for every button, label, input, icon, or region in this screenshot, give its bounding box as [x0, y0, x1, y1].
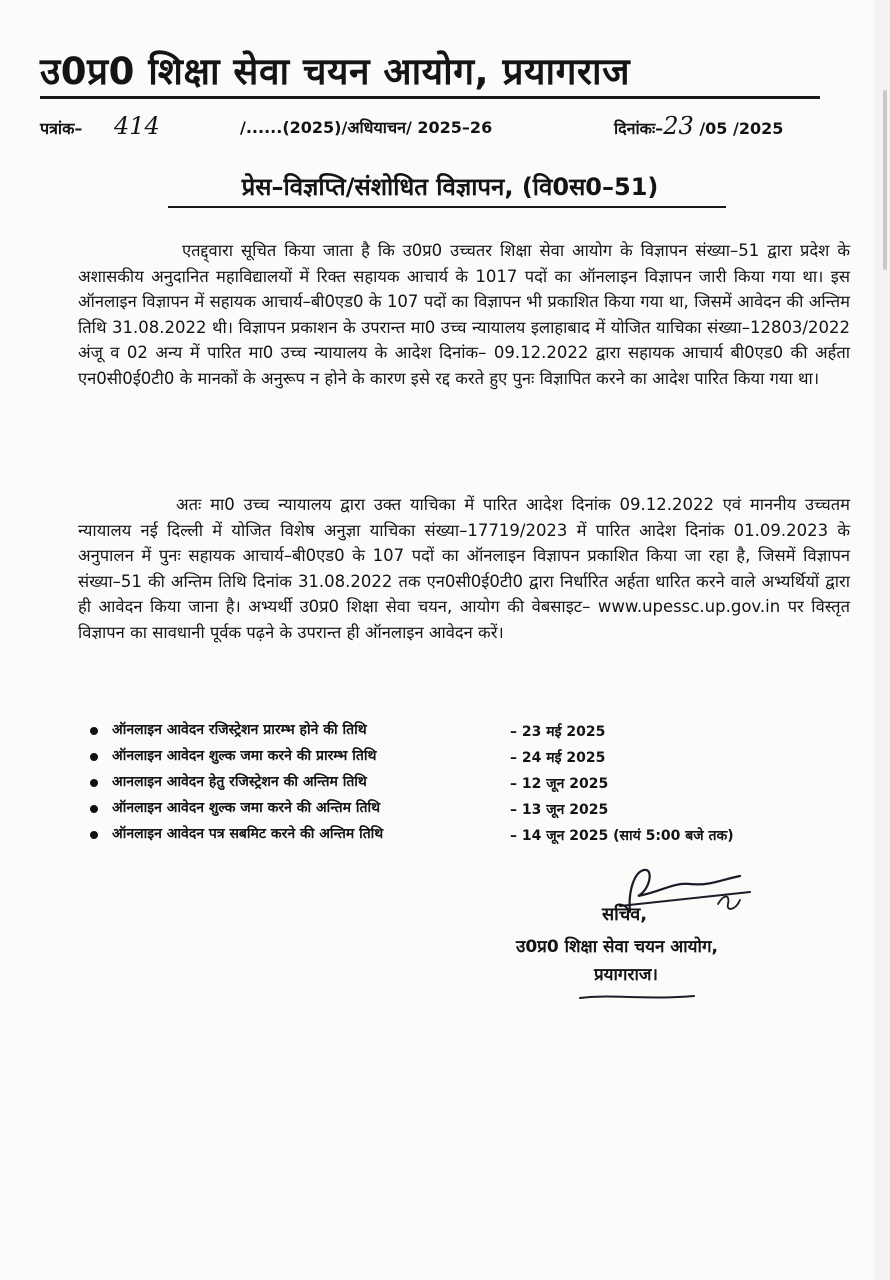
date-item-value: – 23 मई 2025: [510, 724, 606, 740]
title-underline: [40, 96, 820, 99]
date-item-value: – 14 जून 2025 (सायं 5:00 बजे तक): [510, 828, 734, 844]
list-item: [90, 798, 810, 824]
date-item-value: – 13 जून 2025: [510, 802, 609, 818]
signatory-city: प्रयागराज।: [594, 965, 658, 985]
ref-number-handwritten: 414: [113, 112, 160, 140]
reference-line: [40, 112, 850, 142]
date-day-handwritten: 23: [663, 112, 694, 140]
bullet-icon: [90, 727, 98, 735]
signatory-title: सचिव,: [602, 904, 648, 925]
press-release-heading: प्रेस–विज्ञप्ति/संशोधित विज्ञापन, (वि0स0–51): [241, 173, 659, 201]
scrollbar-thumb[interactable]: [883, 90, 887, 270]
signature-block: [516, 862, 800, 1012]
bullet-icon: [90, 753, 98, 761]
ref-number-group: [40, 112, 160, 140]
document-title: उ0प्र0 शिक्षा सेवा चयन आयोग, प्रयागराज: [40, 50, 631, 93]
bullet-icon: [90, 831, 98, 839]
city-underline-stroke: [578, 990, 698, 1004]
date-item-label: ऑनलाइन आवेदन रजिस्ट्रेशन प्रारम्भ होने की तिथि: [112, 722, 367, 738]
bullet-icon: [90, 779, 98, 787]
date-rest: /05 /2025: [699, 119, 784, 138]
bullet-icon: [90, 805, 98, 813]
list-item: [90, 746, 810, 772]
list-item: [90, 720, 810, 746]
body-paragraph-1: एतद्द्वारा सूचित किया जाता है कि उ0प्र0 उच्चतर शिक्षा सेवा आयोग के विज्ञापन संख्या–51 द्वारा प्रदेश के अशासकीय अनुदानित महाविद्यालयों में रिक्त सहायक आचार्य के 1017 पदों का ऑनलाइन विज्ञापन जारी किया गया था। इस ऑनलाइन विज्ञापन में सहायक आचार्य–बी0एड0 के 107 पदों का विज्ञापन भी प्रकाशित किया गया था, जिसमें आवेदन की अन्तिम तिथि 31.08.2022 थी। विज्ञापन प्रकाशन के उपरान्त मा0 उच्च न्यायालय इलाहाबाद में योजित याचिका संख्या–12803/2022 अंजू व 02 अन्य में पारित मा0 उच्च न्यायालय के आदेश दिनांक– 09.12.2022 द्वारा सहायक आचार्य बी0एड0 की अर्हता एन0सी0ई0टी0 के मानकों के अनुरूप न होने के कारण इसे रद्द करते हुए पुनः विज्ञापित करने का आदेश पारित किया गया था।: [78, 241, 850, 388]
heading-underline: [168, 206, 726, 208]
date-group: [614, 112, 783, 140]
signatory-office: उ0प्र0 शिक्षा सेवा चयन आयोग,: [516, 937, 718, 957]
list-item: [90, 772, 810, 798]
ref-label: पत्रांक–: [40, 119, 83, 138]
date-item-label: ऑनलाइन आवेदन शुल्क जमा करने की अन्तिम तिथि: [112, 800, 381, 816]
ref-middle: /......(2025)/अधियाचन/ 2025–26: [240, 118, 493, 137]
important-dates-list: [90, 720, 810, 850]
body-paragraph-2: अतः मा0 उच्च न्यायालय द्वारा उक्त याचिका में पारित आदेश दिनांक 09.12.2022 एवं माननीय उच्चतम न्यायालय नई दिल्ली में योजित विशेष अनुज्ञा याचिका संख्या–17719/2023 में पारित आदेश दिनांक 01.09.2023 के अनुपालन में पुनः सहायक आचार्य–बी0एड0 के 107 पदों का ऑनलाइन विज्ञापन प्रकाशित किया जा रहा है, जिसमें विज्ञापन संख्या–51 की अन्तिम तिथि दिनांक 31.08.2022 तक एन0सी0ई0टी0 द्वारा निर्धारित अर्हता धारित करने वाले अभ्यर्थियों द्वारा ही आवेदन किया जाना है। अभ्यर्थी उ0प्र0 शिक्षा सेवा चयन, आयोग की वेबसाइट– www.upessc.up.gov.in पर विस्तृत विज्ञापन का सावधानी पूर्वक पढ़ने के उपरान्त ही ऑनलाइन आवेदन करें।: [78, 495, 850, 642]
date-label: दिनांकः–: [614, 119, 664, 138]
date-item-label: आनलाइन आवेदन हेतु रजिस्ट्रेशन की अन्तिम तिथि: [112, 774, 367, 790]
date-item-label: ऑनलाइन आवेदन शुल्क जमा करने की प्रारम्भ तिथि: [112, 748, 377, 764]
date-item-value: – 12 जून 2025: [510, 776, 609, 792]
date-item-label: ऑनलाइन आवेदन पत्र सबमिट करने की अन्तिम तिथि: [112, 826, 384, 842]
date-item-value: – 24 मई 2025: [510, 750, 606, 766]
list-item: [90, 824, 810, 850]
